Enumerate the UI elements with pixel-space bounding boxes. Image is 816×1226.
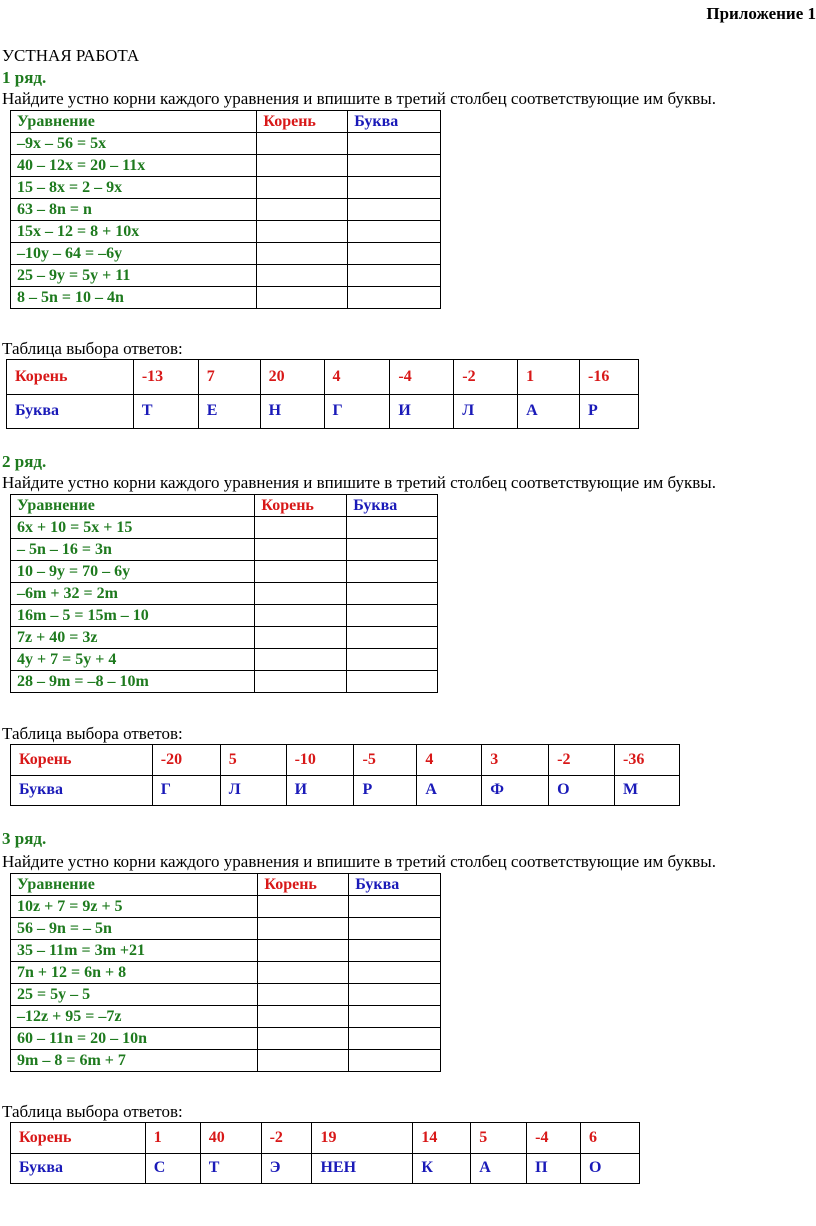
choice-root-header: Корень xyxy=(11,745,153,776)
letter-cell[interactable] xyxy=(349,1028,441,1050)
row-1-choice-label: Таблица выбора ответов: xyxy=(2,339,183,358)
root-cell[interactable] xyxy=(255,649,347,671)
row-2-equation-table xyxy=(10,494,438,693)
choice-root-header: Корень xyxy=(7,360,134,395)
choice-root-value: -10 xyxy=(286,745,354,776)
letter-cell[interactable] xyxy=(347,561,438,583)
letter-cell[interactable] xyxy=(348,265,441,287)
choice-letter-value: Л xyxy=(454,394,518,429)
root-cell[interactable] xyxy=(255,517,347,539)
table-row xyxy=(11,918,441,940)
row-2-title: 2 ряд. xyxy=(2,452,47,471)
choice-letter-value: Т xyxy=(133,394,198,429)
letter-cell[interactable] xyxy=(349,1050,441,1072)
row-1-equation-table xyxy=(10,110,441,309)
table-row xyxy=(11,287,441,309)
choice-root-row xyxy=(11,1123,640,1154)
choice-letter-header: Буква xyxy=(11,775,153,806)
letter-cell[interactable] xyxy=(347,517,438,539)
equation-cell: 7z + 40 = 3z xyxy=(11,627,255,649)
choice-letter-row xyxy=(7,394,639,429)
root-cell[interactable] xyxy=(257,177,348,199)
letter-cell[interactable] xyxy=(348,133,441,155)
equation-cell: 25 = 5y – 5 xyxy=(11,984,258,1006)
row-2-instruction: Найдите устно корни каждого уравнения и впишите в третий столбец соответствующие им буквы. xyxy=(2,473,716,492)
table-row xyxy=(11,627,438,649)
row-2-choice-table xyxy=(10,744,680,806)
table-row xyxy=(11,155,441,177)
letter-cell[interactable] xyxy=(348,199,441,221)
choice-letter-value: Г xyxy=(324,394,390,429)
choice-root-value: 14 xyxy=(413,1123,471,1154)
equation-cell: – 5n – 16 = 3n xyxy=(11,539,255,561)
row-1-title: 1 ряд. xyxy=(2,68,47,87)
choice-letter-value: Е xyxy=(198,394,260,429)
choice-root-row xyxy=(7,360,639,395)
choice-letter-value: А xyxy=(518,394,580,429)
table-header-row xyxy=(11,874,441,896)
choice-letter-row xyxy=(11,1153,640,1184)
choice-letter-value: Э xyxy=(261,1153,312,1184)
letter-cell[interactable] xyxy=(348,155,441,177)
choice-root-value: 4 xyxy=(417,745,482,776)
table-row xyxy=(11,539,438,561)
letter-cell[interactable] xyxy=(347,605,438,627)
root-cell[interactable] xyxy=(257,199,348,221)
choice-root-value: 6 xyxy=(581,1123,640,1154)
choice-root-value: -4 xyxy=(390,360,454,395)
root-cell[interactable] xyxy=(255,605,347,627)
letter-cell[interactable] xyxy=(348,287,441,309)
equation-cell: 6x + 10 = 5x + 15 xyxy=(11,517,255,539)
header-root: Корень xyxy=(257,111,348,133)
choice-root-value: 5 xyxy=(471,1123,527,1154)
root-cell[interactable] xyxy=(257,243,348,265)
choice-root-value: -2 xyxy=(261,1123,312,1154)
header-letter: Буква xyxy=(349,874,441,896)
equation-cell: 7n + 12 = 6n + 8 xyxy=(11,962,258,984)
root-cell[interactable] xyxy=(255,539,347,561)
header-root: Корень xyxy=(258,874,349,896)
choice-letter-value: П xyxy=(527,1153,581,1184)
choice-root-value: 20 xyxy=(260,360,324,395)
equation-cell: –6m + 32 = 2m xyxy=(11,583,255,605)
choice-root-value: -5 xyxy=(354,745,417,776)
choice-root-value: 5 xyxy=(220,745,286,776)
root-cell[interactable] xyxy=(258,896,349,918)
letter-cell[interactable] xyxy=(349,984,441,1006)
letter-cell[interactable] xyxy=(347,539,438,561)
equation-cell: 8 – 5n = 10 – 4n xyxy=(11,287,257,309)
choice-letter-header: Буква xyxy=(11,1153,146,1184)
table-row xyxy=(11,561,438,583)
row-3-instruction: Найдите устно корни каждого уравнения и впишите в третий столбец соответствующие им буквы. xyxy=(2,852,716,871)
choice-letter-value: А xyxy=(417,775,482,806)
choice-letter-value: Л xyxy=(220,775,286,806)
choice-root-row xyxy=(11,745,680,776)
row-2-choice-label: Таблица выбора ответов: xyxy=(2,724,183,743)
appendix-label: Приложение 1 xyxy=(706,4,816,23)
equation-cell: 60 – 11n = 20 – 10n xyxy=(11,1028,258,1050)
letter-cell[interactable] xyxy=(349,896,441,918)
equation-cell: 15 – 8x = 2 – 9x xyxy=(11,177,257,199)
letter-cell[interactable] xyxy=(349,918,441,940)
choice-letter-value: К xyxy=(413,1153,471,1184)
table-row xyxy=(11,896,441,918)
table-row xyxy=(11,671,438,693)
choice-root-header: Корень xyxy=(11,1123,146,1154)
table-row xyxy=(11,1050,441,1072)
choice-root-value: -2 xyxy=(454,360,518,395)
choice-root-value: -4 xyxy=(527,1123,581,1154)
root-cell[interactable] xyxy=(257,287,348,309)
root-cell[interactable] xyxy=(258,962,349,984)
choice-letter-value: Ф xyxy=(482,775,549,806)
equation-cell: 56 – 9n = – 5n xyxy=(11,918,258,940)
equation-cell: 4y + 7 = 5y + 4 xyxy=(11,649,255,671)
choice-letter-row xyxy=(11,775,680,806)
root-cell[interactable] xyxy=(258,1028,349,1050)
row-3-equation-table xyxy=(10,873,441,1072)
equation-cell: 40 – 12x = 20 – 11x xyxy=(11,155,257,177)
table-row xyxy=(11,583,438,605)
equation-cell: 16m – 5 = 15m – 10 xyxy=(11,605,255,627)
choice-root-value: 1 xyxy=(518,360,580,395)
letter-cell[interactable] xyxy=(349,940,441,962)
table-row xyxy=(11,221,441,243)
table-row xyxy=(11,243,441,265)
root-cell[interactable] xyxy=(257,265,348,287)
choice-root-value: 19 xyxy=(312,1123,413,1154)
choice-letter-value: И xyxy=(390,394,454,429)
root-cell[interactable] xyxy=(257,221,348,243)
choice-root-value: -20 xyxy=(152,745,220,776)
table-row xyxy=(11,517,438,539)
table-row xyxy=(11,177,441,199)
choice-letter-header: Буква xyxy=(7,394,134,429)
choice-letter-value: Г xyxy=(152,775,220,806)
root-cell[interactable] xyxy=(258,1050,349,1072)
choice-root-value: -2 xyxy=(549,745,615,776)
row-1-instruction: Найдите устно корни каждого уравнения и впишите в третий столбец соответствующие им буквы. xyxy=(2,89,716,108)
header-letter: Буква xyxy=(347,495,438,517)
choice-letter-value: О xyxy=(549,775,615,806)
choice-letter-value: М xyxy=(615,775,680,806)
choice-letter-value: А xyxy=(471,1153,527,1184)
choice-root-value: -36 xyxy=(615,745,680,776)
equation-cell: –9x – 56 = 5x xyxy=(11,133,257,155)
choice-root-value: -16 xyxy=(580,360,639,395)
equation-cell: –10y – 64 = –6y xyxy=(11,243,257,265)
row-3-choice-label: Таблица выбора ответов: xyxy=(2,1102,183,1121)
letter-cell[interactable] xyxy=(347,671,438,693)
header-equation: Уравнение xyxy=(11,111,257,133)
header-equation: Уравнение xyxy=(11,495,255,517)
root-cell[interactable] xyxy=(258,1006,349,1028)
row-3-choice-table xyxy=(10,1122,640,1184)
choice-letter-value: НЕН xyxy=(312,1153,413,1184)
letter-cell[interactable] xyxy=(348,243,441,265)
choice-root-value: 4 xyxy=(324,360,390,395)
row-1-choice-table xyxy=(6,359,639,429)
choice-letter-value: Р xyxy=(354,775,417,806)
root-cell[interactable] xyxy=(257,155,348,177)
table-row xyxy=(11,1028,441,1050)
choice-letter-value: Т xyxy=(200,1153,261,1184)
equation-cell: 9m – 8 = 6m + 7 xyxy=(11,1050,258,1072)
letter-cell[interactable] xyxy=(347,583,438,605)
root-cell[interactable] xyxy=(255,627,347,649)
table-row xyxy=(11,199,441,221)
row-3-title: 3 ряд. xyxy=(2,829,47,848)
table-row xyxy=(11,265,441,287)
choice-root-value: -13 xyxy=(133,360,198,395)
equation-cell: 25 – 9y = 5y + 11 xyxy=(11,265,257,287)
letter-cell[interactable] xyxy=(349,1006,441,1028)
choice-letter-value: Р xyxy=(580,394,639,429)
letter-cell[interactable] xyxy=(347,627,438,649)
letter-cell[interactable] xyxy=(347,649,438,671)
choice-root-value: 40 xyxy=(200,1123,261,1154)
table-row xyxy=(11,1006,441,1028)
table-row xyxy=(11,962,441,984)
choice-letter-value: Н xyxy=(260,394,324,429)
table-row xyxy=(11,605,438,627)
page-title: УСТНАЯ РАБОТА xyxy=(2,46,140,65)
letter-cell[interactable] xyxy=(348,177,441,199)
root-cell[interactable] xyxy=(257,133,348,155)
choice-letter-value: И xyxy=(286,775,354,806)
choice-letter-value: О xyxy=(581,1153,640,1184)
choice-root-value: 3 xyxy=(482,745,549,776)
table-header-row xyxy=(11,495,438,517)
table-header-row xyxy=(11,111,441,133)
letter-cell[interactable] xyxy=(348,221,441,243)
equation-cell: 10z + 7 = 9z + 5 xyxy=(11,896,258,918)
root-cell[interactable] xyxy=(258,918,349,940)
root-cell[interactable] xyxy=(258,984,349,1006)
header-letter: Буква xyxy=(348,111,441,133)
choice-root-value: 1 xyxy=(145,1123,200,1154)
equation-cell: 35 – 11m = 3m +21 xyxy=(11,940,258,962)
root-cell[interactable] xyxy=(255,583,347,605)
header-equation: Уравнение xyxy=(11,874,258,896)
choice-root-value: 7 xyxy=(198,360,260,395)
header-root: Корень xyxy=(255,495,347,517)
equation-cell: 28 – 9m = –8 – 10m xyxy=(11,671,255,693)
letter-cell[interactable] xyxy=(349,962,441,984)
table-row xyxy=(11,133,441,155)
table-row xyxy=(11,984,441,1006)
table-row xyxy=(11,649,438,671)
equation-cell: 15x – 12 = 8 + 10x xyxy=(11,221,257,243)
equation-cell: 10 – 9y = 70 – 6y xyxy=(11,561,255,583)
root-cell[interactable] xyxy=(255,561,347,583)
choice-letter-value: С xyxy=(145,1153,200,1184)
root-cell[interactable] xyxy=(258,940,349,962)
table-row xyxy=(11,940,441,962)
root-cell[interactable] xyxy=(255,671,347,693)
equation-cell: 63 – 8n = n xyxy=(11,199,257,221)
equation-cell: –12z + 95 = –7z xyxy=(11,1006,258,1028)
